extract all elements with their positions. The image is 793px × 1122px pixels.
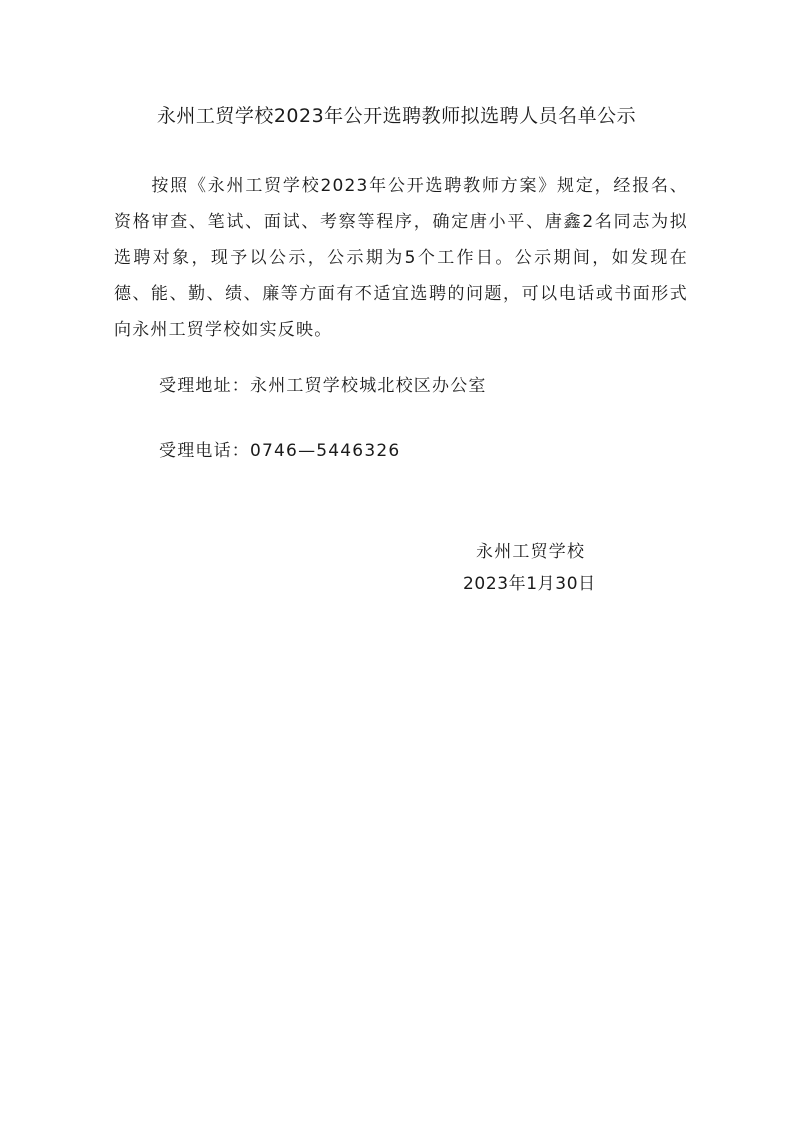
signature-date: 2023年1月30日 — [463, 574, 596, 594]
contact-phone: 受理电话：0746—5446326 — [159, 441, 401, 461]
notice-body: 按照《永州工贸学校2023年公开选聘教师方案》规定，经报名、资格审查、笔试、面试、考察等程序，确定唐小平、唐鑫2名同志为拟选聘对象，现予以公示，公示期为5个工作日。公示期间，如发现在德、能、勤、绩、廉等方面有不适宜选聘的问题，可以电话或书面形式向永州工贸学校如实反映。 — [114, 176, 688, 340]
contact-address: 受理地址：永州工贸学校城北校区办公室 — [159, 376, 487, 396]
document-title: 永州工贸学校2023年公开选聘教师拟选聘人员名单公示 — [156, 105, 637, 127]
signature-organization: 永州工贸学校 — [476, 542, 586, 562]
